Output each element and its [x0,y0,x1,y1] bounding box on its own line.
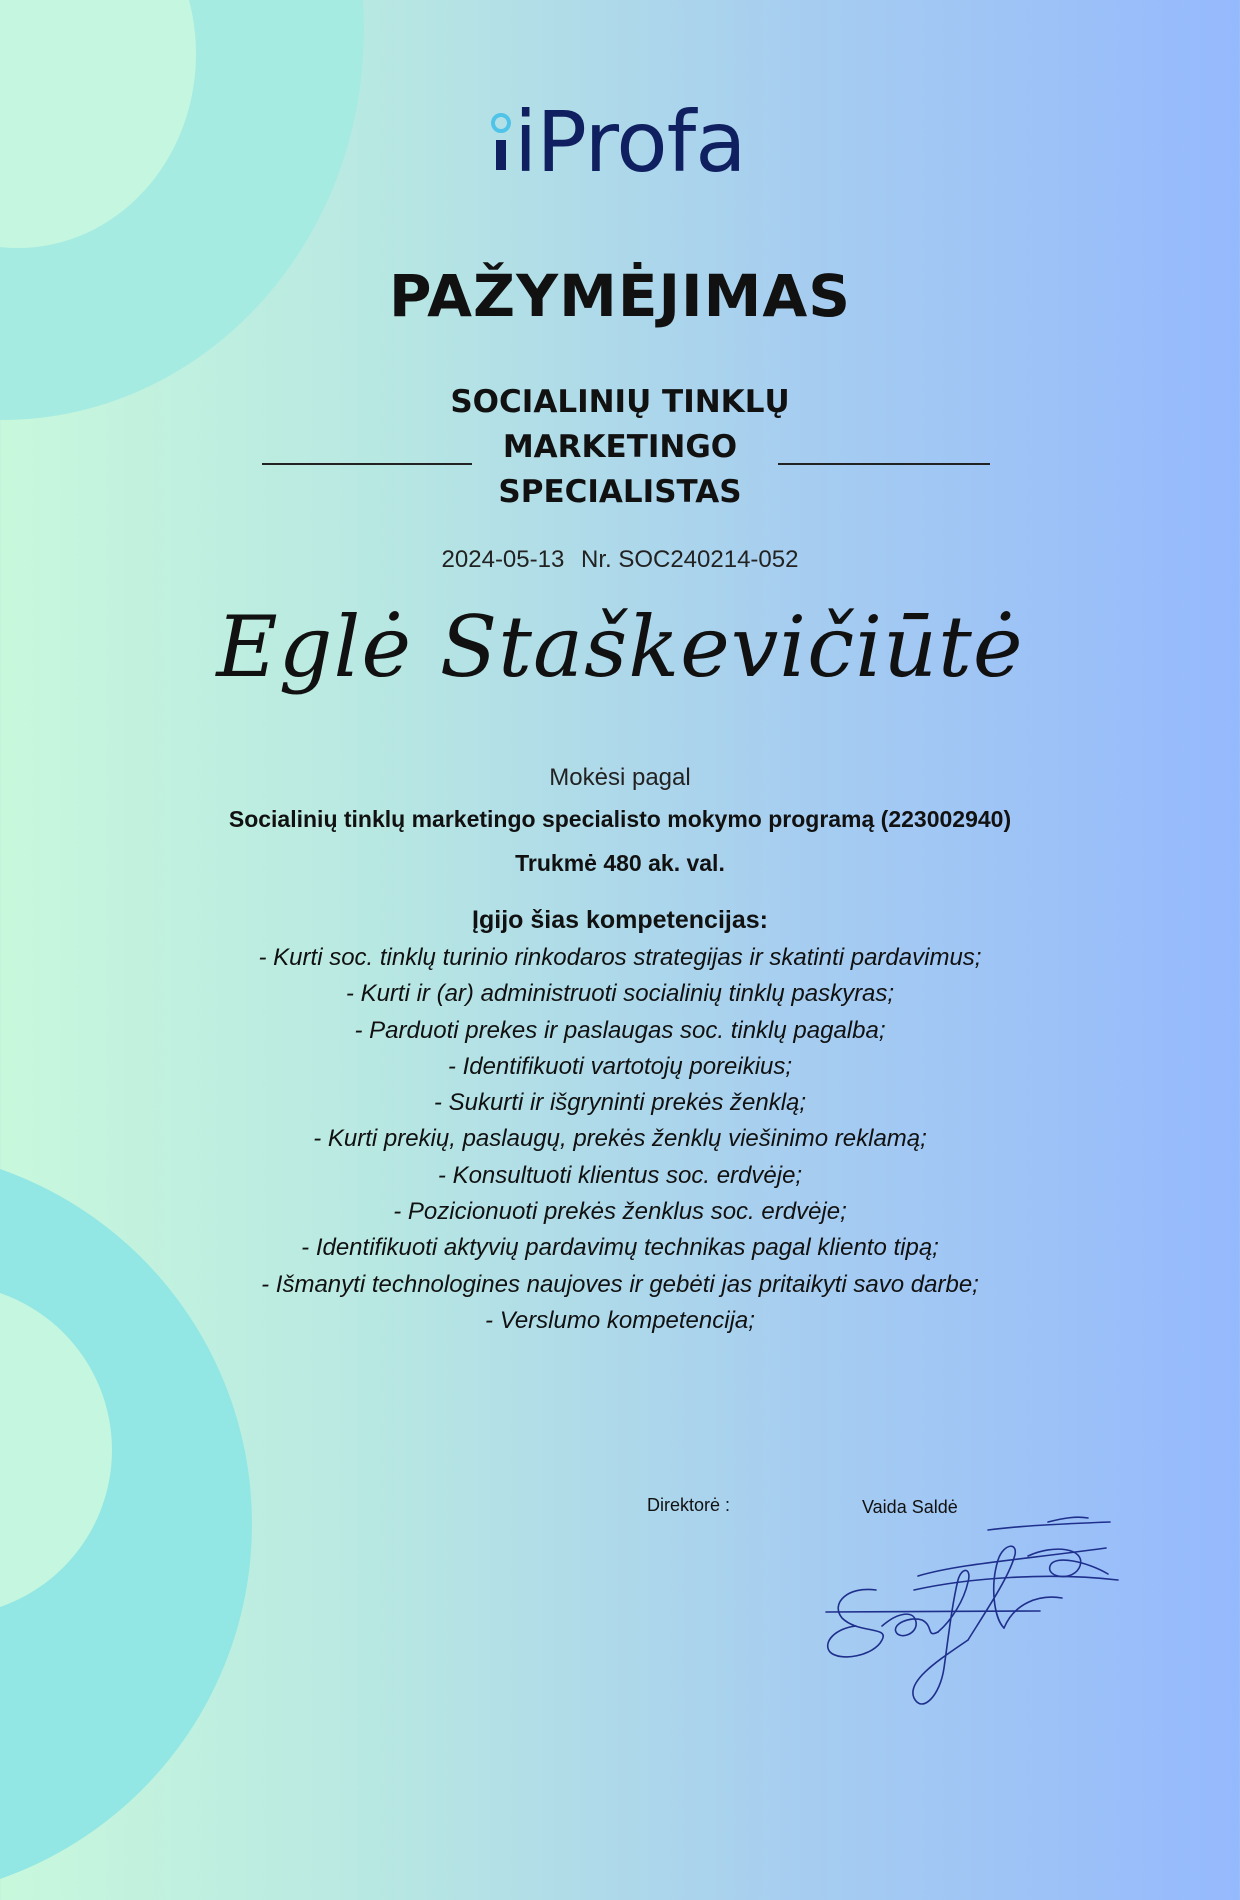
competency-item: - Pozicionuoti prekės ženklus soc. erdvėje; [393,1198,847,1226]
studied-label: Mokėsi pagal [549,764,691,791]
recipient-name: Eglė Staškevičiūtė [216,598,1024,696]
logo-dot-icon [488,112,514,172]
competencies-heading: Įgijo šias kompetencijas: [472,906,768,934]
competency-item: - Verslumo kompetencija; [485,1306,755,1334]
issue-date: 2024-05-13 [441,546,565,573]
competency-item: - Parduoti prekes ir paslaugas soc. tinklų pagalba; [354,1016,886,1044]
competency-item: - Identifikuoti vartotojų poreikius; [447,1052,793,1080]
program-duration: Trukmė 480 ak. val. [515,850,725,876]
competency-item: - Konsultuoti klientus soc. erdvėje; [437,1161,803,1189]
qualification-title: SOCIALINIŲ TINKLŲ MARKETINGO SPECIALISTAS [450,384,790,510]
brand-logo [0,92,1240,202]
director-name: Vaida Saldė [862,1497,958,1517]
competency-item: - Kurti prekių, paslaugų, prekės ženklų viešinimo reklamą; [313,1125,927,1153]
competency-item: - Identifikuoti aktyvių pardavimų technikas pagal kliento tipą; [301,1234,939,1262]
competency-item: - Išmanyti technologines naujoves ir gebėti jas pritaikyti savo darbe; [261,1270,979,1298]
certificate-title: PAŽYMĖJIMAS [388,262,851,330]
director-label: Direktorė : [647,1495,731,1515]
competencies-list [0,940,1240,1339]
brand-name: iProfa [514,93,746,191]
competency-item: - Kurti soc. tinklų turinio rinkodaros strategijas ir skatinti pardavimus; [258,944,982,971]
competency-item: - Kurti ir (ar) administruoti socialinių tinklų paskyras; [345,980,895,1008]
certificate-number: Nr. SOC240214-052 [580,546,799,573]
certificate-meta [0,546,1240,574]
competency-item: - Sukurti ir išgryninti prekės ženklą; [433,1089,807,1117]
director-signature-image [818,1508,1128,1728]
decorative-circle-top-outer [0,0,364,420]
program-name: Socialinių tinklų marketingo specialisto mokymo programą (223002940) [228,806,1012,832]
